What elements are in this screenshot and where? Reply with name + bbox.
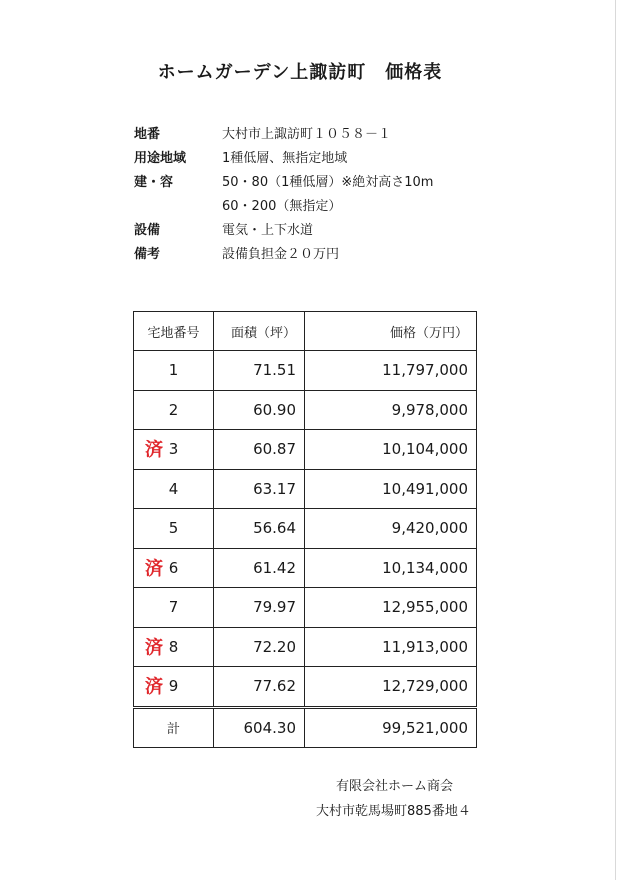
info-value: 電気・上下水道 [222,223,314,238]
info-key: 用途地域 [134,151,187,166]
price-cell: 10,491,000 [305,469,477,509]
table-row [134,351,477,391]
table-row [134,390,477,430]
lot-number-cell [134,509,214,549]
lot-number-cell [134,390,214,430]
sold-mark: 済 [145,637,163,659]
info-key: 備考 [134,247,161,262]
info-value: 大村市上諏訪町１０５８－１ [222,127,392,142]
table-row [134,509,477,549]
lot-number: 8 [168,637,179,656]
area-cell: 72.20 [214,627,305,667]
area-cell: 61.42 [214,548,305,588]
info-key: 設備 [134,223,161,238]
lot-number-cell [134,588,214,628]
price-cell: 9,420,000 [305,509,477,549]
header-price: 価格（万円） [305,312,477,351]
sold-mark: 済 [145,439,163,461]
lot-number: 4 [168,479,179,498]
table-body [134,351,477,708]
table-row [134,430,477,470]
company-name: 有限会社ホーム商会 [336,779,454,794]
lot-number: 7 [168,598,179,617]
price-cell: 11,797,000 [305,351,477,391]
page-edge-line [615,0,616,880]
total-price: 99,521,000 [305,707,477,747]
price-cell: 10,104,000 [305,430,477,470]
company-address: 大村市乾馬場町885番地４ [316,804,471,819]
lot-number-cell [134,667,214,708]
table-row [134,627,477,667]
info-value: 設備負担金２０万円 [222,247,340,262]
lot-number: 1 [168,361,179,380]
lot-number-cell [134,627,214,667]
info-value: 60・200（無指定） [222,199,342,214]
area-cell: 60.87 [214,430,305,470]
lot-number: 9 [168,677,179,696]
price-table [133,311,477,748]
price-cell: 10,134,000 [305,548,477,588]
price-cell: 9,978,000 [305,390,477,430]
table-row [134,588,477,628]
lot-number: 3 [168,440,179,459]
area-cell: 56.64 [214,509,305,549]
lot-number: 5 [168,519,179,538]
lot-number-cell [134,351,214,391]
page-title: ホームガーデン上諏訪町 価格表 [157,62,443,83]
sold-mark: 済 [145,676,163,698]
info-key: 地番 [134,127,161,142]
table-row [134,667,477,708]
lot-number-cell [134,430,214,470]
total-label: 計 [134,707,214,747]
price-cell: 11,913,000 [305,627,477,667]
table-row [134,469,477,509]
info-key: 建・容 [134,175,174,190]
sold-mark: 済 [145,558,163,580]
total-row [134,707,477,747]
price-cell: 12,729,000 [305,667,477,708]
table-row [134,548,477,588]
lot-number: 2 [168,400,179,419]
lot-number: 6 [168,558,179,577]
area-cell: 77.62 [214,667,305,708]
price-cell: 12,955,000 [305,588,477,628]
area-cell: 71.51 [214,351,305,391]
lot-number-cell [134,469,214,509]
lot-number-cell [134,548,214,588]
info-value: 50・80（1種低層）※絶対高さ10m [222,175,434,190]
area-cell: 63.17 [214,469,305,509]
area-cell: 60.90 [214,390,305,430]
total-area: 604.30 [214,707,305,747]
info-value: 1種低層、無指定地域 [222,151,348,166]
area-cell: 79.97 [214,588,305,628]
header-lot-number: 宅地番号 [134,312,214,351]
header-area: 面積（坪） [214,312,305,351]
table-header-row [134,312,477,351]
